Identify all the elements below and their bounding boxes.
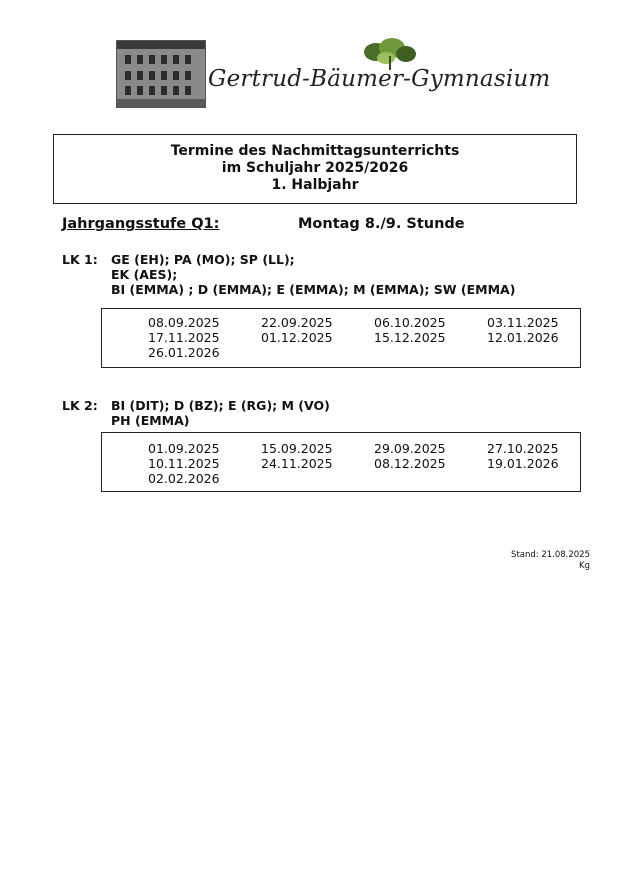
lk2-date: 29.09.2025 [374, 441, 446, 456]
lk1-course-line: EK (AES); [111, 267, 178, 282]
lk2-course-line: PH (EMMA) [111, 413, 190, 428]
lk1-date: 03.11.2025 [487, 315, 559, 330]
author-kuerzel: Kg [579, 561, 590, 571]
lk2-courses [111, 398, 330, 428]
lk2-date: 15.09.2025 [261, 441, 333, 456]
stand-note [511, 550, 590, 572]
lk2-date: 24.11.2025 [261, 456, 333, 471]
lk2-course-line: BI (DIT); D (BZ); E (RG); M (VO) [111, 398, 330, 413]
lk1-date: 08.09.2025 [148, 315, 220, 330]
lk2-label: LK 2: [62, 398, 98, 413]
title-line-1: Termine des Nachmittagsunterrichts [170, 143, 460, 159]
title-line-2: im Schuljahr 2025/2026 [221, 160, 409, 176]
jahrgangsstufe-heading: Jahrgangsstufe Q1: [62, 216, 220, 232]
lk1-course-line: BI (EMMA) ; D (EMMA); E (EMMA); M (EMMA); SW (EMMA) [111, 282, 516, 297]
lk1-date: 01.12.2025 [261, 330, 333, 345]
lk2-date-box [101, 432, 581, 492]
school-building-image [116, 40, 206, 108]
title-box [53, 134, 577, 204]
lk1-date: 22.09.2025 [261, 315, 333, 330]
lk2-date: 08.12.2025 [374, 456, 446, 471]
plant-logo-icon [362, 36, 418, 70]
lk2-date: 02.02.2026 [148, 471, 220, 486]
lk2-date: 10.11.2025 [148, 456, 220, 471]
title-line-3: 1. Halbjahr [271, 177, 359, 193]
lk1-date: 26.01.2026 [148, 345, 220, 360]
lk1-date: 06.10.2025 [374, 315, 446, 330]
zeit-heading: Montag 8./9. Stunde [298, 216, 465, 232]
lk1-date: 17.11.2025 [148, 330, 220, 345]
school-header [116, 36, 551, 110]
lk2-date: 19.01.2026 [487, 456, 559, 471]
lk1-date-box [101, 308, 581, 368]
lk1-date: 12.01.2026 [487, 330, 559, 345]
stand-date: Stand: 21.08.2025 [511, 550, 590, 560]
lk2-date: 01.09.2025 [148, 441, 220, 456]
lk2-date: 27.10.2025 [487, 441, 559, 456]
lk1-course-line: GE (EH); PA (MO); SP (LL); [111, 252, 295, 267]
school-name: Gertrud-Bäumer-Gymnasium [208, 66, 551, 92]
lk1-label: LK 1: [62, 252, 98, 267]
lk1-courses [111, 252, 515, 297]
lk1-date: 15.12.2025 [374, 330, 446, 345]
